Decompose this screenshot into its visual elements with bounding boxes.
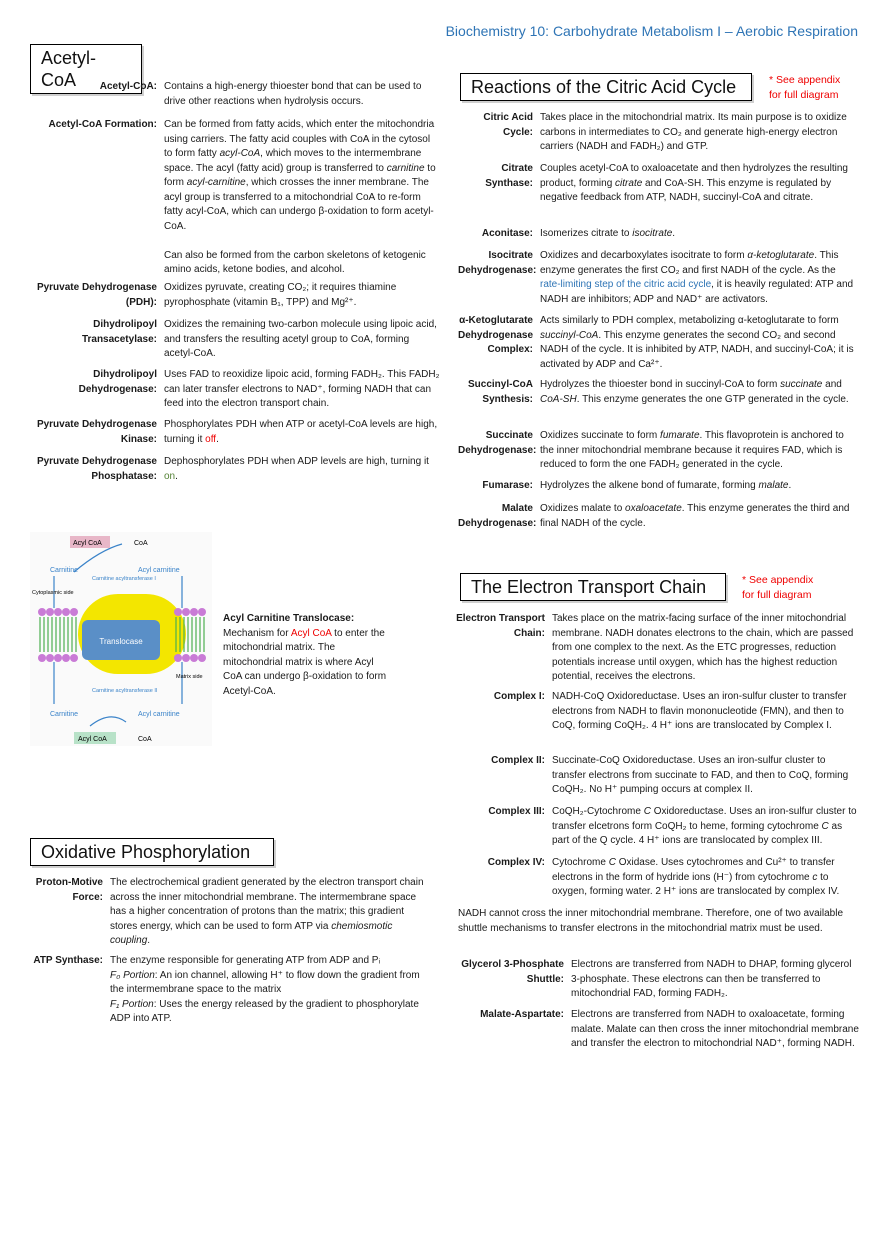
definition: The enzyme responsible for generating ATP from ADP and Pᵢ F₀ Portion: An ion channel, allowing H⁺ to flow down the gradient from the intermembrane space to the matrix F₁ Portion: Uses the energy released by the gradient to phosphorylate ADP into ATP. [110, 955, 420, 1024]
oxphos-heading: Oxidative Phosphorylation [30, 838, 274, 866]
definition: Contains a high-energy thioester bond that can be used to drive other reactions when hydrolysis occurs. [164, 81, 422, 107]
cat1-label: Carnitine acyltransferase I [92, 576, 156, 582]
acyl-carnitine-bottom-label: Acyl carnitine [138, 711, 180, 718]
carnitine-top-label: Carnitine [50, 567, 79, 574]
term: Citrate Synthase: [485, 163, 533, 189]
def-etc [456, 612, 860, 685]
def-isocitrate-dehydrogenase [458, 249, 858, 307]
definition: Oxidizes the remaining two-carbon molecule using lipoic acid, and transfers the resulting acetyl group to CoA, forming acetyl-CoA. [164, 319, 437, 359]
caption-title: Acyl Carnitine Translocase: [223, 613, 355, 624]
term: Proton-Motive Force: [35, 877, 103, 903]
term: Dihydrolipoyl Dehydrogenase: [78, 369, 157, 395]
carnitine-bottom-label: Carnitine [50, 711, 79, 718]
acetyl-coa-heading: Acetyl-CoA [30, 44, 142, 94]
definition: The electrochemical gradient generated by the electron transport chain across the inner mitochondrial membrane. The intermembrane space has a higher concentration of protons than the matrix; this gradient stores energy, which can be used to form ATP via chemiosmotic coupling. [110, 877, 424, 946]
def-complex-ii [456, 754, 860, 798]
def-complex-iv [456, 856, 860, 900]
def-complex-i [456, 690, 860, 734]
cat2-label: Carnitine acyltransferase II [92, 688, 158, 694]
translocase-caption [223, 612, 393, 699]
term: Succinate Dehydrogenase: [458, 430, 537, 456]
term: Complex I: [493, 691, 545, 702]
term: Complex II: [491, 755, 545, 766]
term: Pyruvate Dehydrogenase (PDH): [36, 282, 157, 308]
acyl-carnitine-translocase-figure [30, 532, 212, 746]
def-acetyl-coa [30, 80, 440, 109]
def-succinyl-coa-synthesis [458, 378, 858, 407]
definition: Acts similarly to PDH complex, metabolizing α-ketoglutarate to form succinyl-CoA. This enzyme generates the second CO₂ and second NADH of the cycle. It is inhibited by ATP, NADH, and succinyl-CoA; it is activated by ADP and Ca²⁺. [540, 315, 854, 370]
def-pdh-phosphatase [30, 455, 440, 484]
def-succinate-dehydrogenase [458, 429, 858, 473]
citric-acid-heading: Reactions of the Citric Acid Cycle [460, 73, 752, 101]
definition: Phosphorylates PDH when ATP or acetyl-CoA levels are high, turning it off. [164, 419, 438, 445]
definition: Oxidizes succinate to form fumarate. This flavoprotein is anchored to the inner mitochondrial membrane because it requires FAD, which is reduced to form the one FADH₂ generated in the cycle. [540, 430, 844, 470]
def-alpha-kg-dehydrogenase [458, 314, 858, 372]
definition: Couples acetyl-CoA to oxaloacetate and then hydrolyzes the resulting product, forming citrate and CoA-SH. This enzyme is regulated by negative feedback from ATP, NADH, succinyl-CoA and citrate. [540, 163, 848, 203]
term: Acetyl-CoA: [99, 81, 157, 92]
def-dihydrolipoyl-dehydrogenase [30, 368, 440, 412]
acyl-coa-bottom-label: Acyl CoA [78, 736, 107, 743]
term: Citric Acid Cycle: [483, 112, 533, 138]
citric-appendix-note: * See appendix for full diagram [769, 74, 841, 101]
term: α-Ketoglutarate Dehydrogenase Complex: [458, 315, 534, 355]
def-fumarase [458, 479, 858, 494]
term: Isocitrate Dehydrogenase: [458, 250, 537, 276]
definition: Can be formed from fatty acids, which enter the mitochondria using carriers. The fatty acid couples with CoA in the cytosol to form fatty acyl-CoA, which moves to the intermembrane space. The acyl (fatty acid) group is transferred to carnitine to form acyl-carnitine, which crosses the inner membrane. The acyl group is transferred to a mitochondrial CoA to re-form fatty acyl-CoA, which can undergo β-oxidation to form acetyl-CoA. Can also be formed from the carbon skeletons of ketogenic amino acids, ketone bodies, and alcohol. [164, 119, 436, 275]
definition: Isomerizes citrate to isocitrate. [540, 228, 676, 239]
def-citrate-synthase [458, 162, 858, 206]
caption-text: Mechanism for Acyl CoA to enter the mitochondrial matrix. The mitochondrial matrix is where Acyl CoA can undergo β-oxidation to form Acetyl-CoA. [223, 627, 387, 697]
def-citric-acid-cycle [458, 111, 858, 155]
term: Glycerol 3-Phosphate Shuttle: [461, 959, 564, 985]
def-pdh-kinase [30, 418, 440, 447]
definition: Uses FAD to reoxidize lipoic acid, forming FADH₂. This FADH₂ can later transfer electrons to NAD⁺, forming NADH that can feed into the electron transport chain. [164, 369, 440, 409]
def-malate-dehydrogenase [458, 502, 858, 531]
definition: Oxidizes and decarboxylates isocitrate to form α-ketoglutarate. This enzyme generates the first CO₂ and first NADH of the cycle. As the rate-limiting step of the citric acid cycle, it is heavily regulated: ATP and NADH are inhibitors; ADP and NAD⁺ are activators. [540, 250, 854, 305]
definition: NADH-CoQ Oxidoreductase. Uses an iron-sulfur cluster to transfer electrons from NADH to flavin mononucleotide (FMN), and then to CoQ, forming CoQH₂. 4 H⁺ ions are translocated by Complex I. [552, 691, 847, 731]
coa-top-label: CoA [134, 540, 148, 547]
definition: Succinate-CoQ Oxidoreductase. Uses an iron-sulfur cluster to transfer electrons from succinate to FAD, and then to CoQ, forming CoQH₂. No H⁺ pumping occurs at complex II. [552, 755, 849, 795]
term: ATP Synthase: [33, 955, 103, 966]
definition: Electrons are transferred from NADH to DHAP, forming glycerol 3-phosphate. These electrons can then be transferred to mitochondrial FAD, forming FADH₂. [571, 959, 852, 999]
translocase-label: Translocase [99, 637, 143, 646]
etc-appendix-note: * See appendix for full diagram [742, 574, 814, 601]
definition: Oxidizes pyruvate, creating CO₂; it requires thiamine pyrophosphate (vitamin B₁, TPP) and Mg²⁺. [164, 282, 397, 308]
etc-heading: The Electron Transport Chain [460, 573, 726, 601]
def-proton-motive-force [30, 876, 430, 949]
term: Aconitase: [481, 228, 533, 239]
term: Acetyl-CoA Formation: [48, 119, 157, 130]
def-pdh [30, 281, 440, 310]
coa-bottom-label: CoA [138, 736, 152, 743]
term: Malate-Aspartate: [480, 1009, 564, 1020]
term: Malate Dehydrogenase: [458, 503, 537, 529]
term: Fumarase: [482, 480, 533, 491]
definition: Electrons are transferred from NADH to oxaloacetate, forming malate. Malate can then cross the inner mitochondrial membrane and transfer the electron to mitochondrial NAD⁺, forming NADH. [571, 1009, 859, 1049]
term: Pyruvate Dehydrogenase Phosphatase: [36, 456, 157, 482]
definition: Hydrolyzes the thioester bond in succinyl-CoA to form succinate and CoA-SH. This enzyme generates the one GTP generated in the cycle. [540, 379, 849, 405]
definition: Dephosphorylates PDH when ADP levels are high, turning it on. [164, 456, 429, 482]
nadh-shuttle-note: NADH cannot cross the inner mitochondrial membrane. Therefore, one of two available shuttle mechanisms to transfer electrons in the mitochondrial matrix must be used. [458, 908, 844, 934]
acyl-carnitine-top-label: Acyl carnitine [138, 567, 180, 574]
definition: Takes place in the mitochondrial matrix. Its main purpose is to oxidize carbons in intermediates to CO₂ and generate high-energy electron carriers (NADH and FADH₂) and GTP. [540, 112, 847, 152]
definition: Oxidizes malate to oxaloacetate. This enzyme generates the third and final NADH of the cycle. [540, 503, 850, 529]
def-glycerol-shuttle [456, 958, 860, 1002]
definition: CoQH₂-Cytochrome C Oxidoreductase. Uses an iron-sulfur cluster to transfer elcetrons form CoQH₂ to heme, forming cytochrome C as part of the Q cycle. 4 H⁺ ions are translocated by complex III. [552, 806, 857, 846]
def-complex-iii [456, 805, 860, 849]
definition: Cytochrome C Oxidase. Uses cytochromes and Cu²⁺ to transfer electrons in the form of hydride ions (H⁻) from cytochrome c to oxygen, forming water. 2 H⁺ ions are translocated by complex IV. [552, 857, 840, 897]
term: Succinyl-CoA Synthesis: [467, 379, 533, 405]
def-acetyl-coa-formation [30, 118, 440, 278]
page-header: Biochemistry 10: Carbohydrate Metabolism I – Aerobic Respiration [445, 23, 858, 39]
def-aconitase [458, 227, 858, 242]
def-malate-aspartate [456, 1008, 860, 1052]
term: Pyruvate Dehydrogenase Kinase: [36, 419, 157, 445]
term: Complex III: [488, 806, 545, 817]
definition: Takes place on the matrix-facing surface of the inner mitochondrial membrane. NADH donates electrons to the chain, which are passed from one complex to the next. As the ETC progresses, reduction potentials increase until oxygen, which has the highest reduction potential, receives the electrons. [552, 613, 854, 682]
def-dihydrolipoyl-transacetylase [30, 318, 440, 362]
cytoplasmic-side-label: Cytoplasmic side [32, 590, 74, 596]
term: Electron Transport Chain: [456, 613, 545, 639]
term: Complex IV: [487, 857, 545, 868]
term: Dihydrolipoyl Transacetylase: [81, 319, 157, 345]
def-atp-synthase [30, 954, 430, 1027]
matrix-side-label: Matrix side [176, 674, 203, 680]
acyl-coa-top-label: Acyl CoA [73, 540, 102, 547]
definition: Hydrolyzes the alkene bond of fumarate, forming malate. [540, 480, 792, 491]
